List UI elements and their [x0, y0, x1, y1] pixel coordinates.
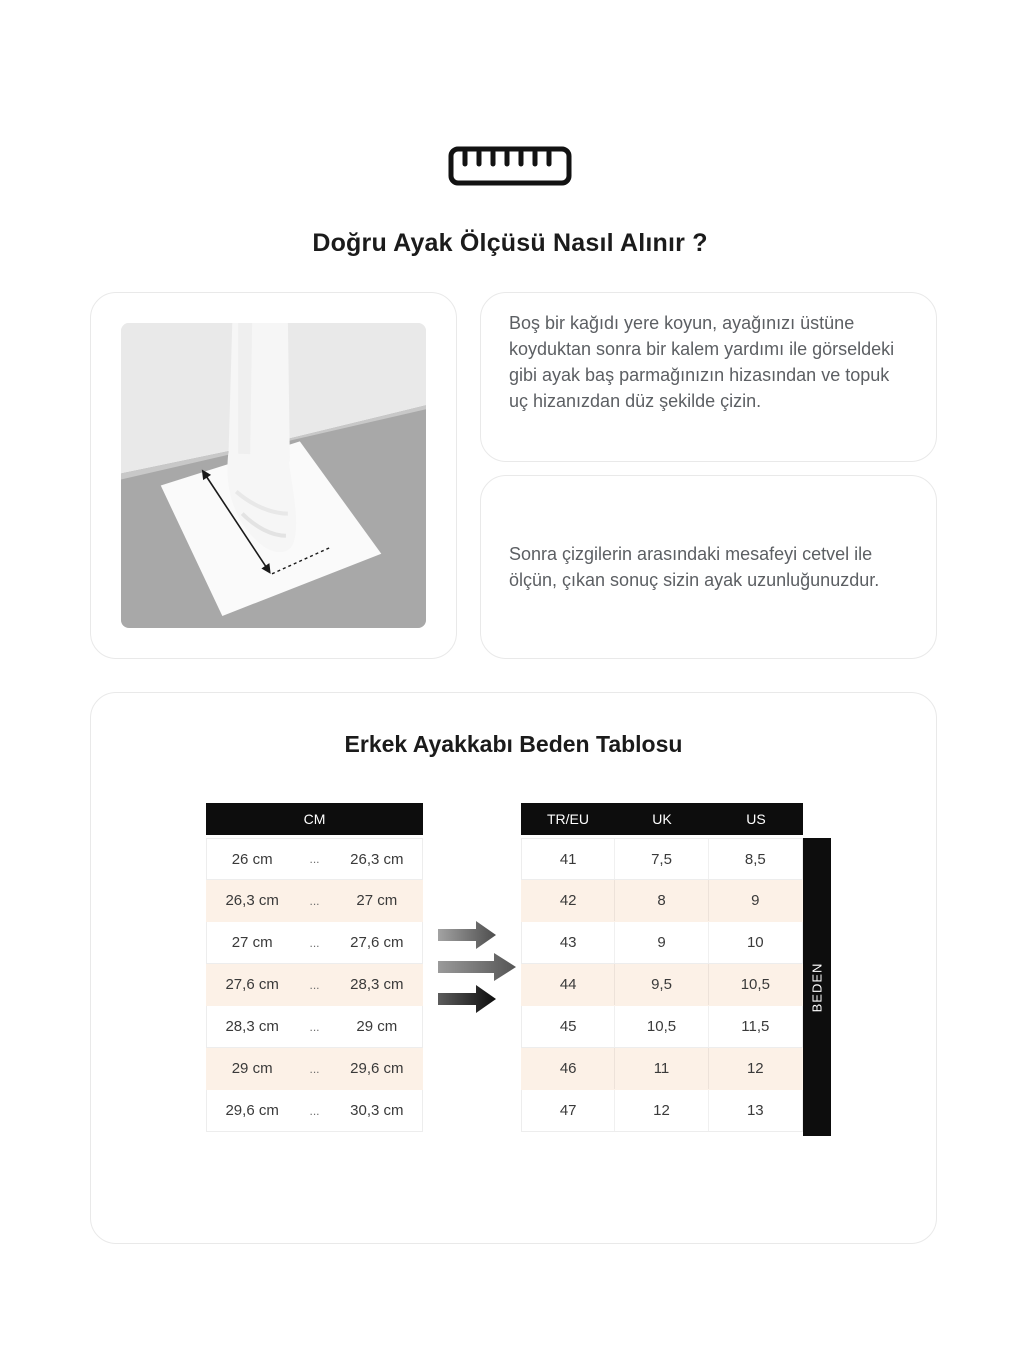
instruction-cards — [480, 292, 937, 659]
range-separator: ... — [309, 977, 320, 992]
range-separator: ... — [309, 1019, 320, 1034]
beden-side-label — [803, 838, 831, 1136]
ruler-icon-container — [0, 0, 1020, 191]
table-row — [206, 922, 423, 964]
size-tr-eu: 42 — [522, 880, 615, 921]
range-separator: ... — [309, 1103, 320, 1118]
table-row — [206, 964, 423, 1006]
table-row — [521, 964, 803, 1006]
size-us: 10 — [746, 934, 764, 951]
cm-range-to: 27 cm — [356, 892, 398, 909]
range-separator: ... — [309, 852, 320, 866]
table-row — [521, 1006, 803, 1048]
size-table-title: Erkek Ayakkabı Beden Tablosu — [344, 731, 683, 757]
cm-range-from: 26 cm — [231, 850, 273, 868]
size-us: 10,5 — [740, 976, 770, 993]
intl-table-rows — [521, 838, 803, 1132]
range-separator: ... — [309, 1061, 320, 1076]
cm-range-from: 29 cm — [231, 1060, 273, 1077]
table-row — [206, 1006, 423, 1048]
cm-range-to: 26,3 cm — [350, 850, 404, 868]
cm-table-rows — [206, 838, 423, 1132]
table-row — [521, 880, 803, 922]
size-us: 12 — [746, 1060, 764, 1077]
table-row — [521, 1090, 803, 1132]
conversion-arrows-icon — [438, 921, 516, 1013]
size-uk: 9,5 — [615, 964, 708, 1005]
range-separator: ... — [309, 893, 320, 908]
instruction-card-2 — [480, 475, 937, 659]
cm-range-to: 28,3 cm — [350, 976, 404, 993]
instructions-section — [90, 292, 937, 659]
cm-range-to: 27,6 cm — [350, 934, 404, 951]
table-row — [206, 838, 423, 880]
cm-range-to: 30,3 cm — [350, 1102, 404, 1119]
header-uk: UK — [652, 811, 672, 827]
instruction-step-2: Sonra çizgilerin arasındaki mesafeyi cetvel ile ölçün, çıkan sonuç sizin ayak uzunluğunuzdur. — [509, 544, 880, 590]
table-row — [521, 838, 803, 880]
size-uk: 10,5 — [615, 1006, 708, 1047]
cm-range-to: 29 cm — [356, 1018, 398, 1035]
size-tr-eu: 41 — [522, 839, 615, 879]
cm-table — [206, 803, 423, 1132]
size-uk: 9 — [615, 922, 708, 963]
range-separator: ... — [309, 935, 320, 950]
size-us: 13 — [746, 1102, 764, 1119]
cm-range-from: 28,3 cm — [225, 1018, 279, 1035]
size-uk: 12 — [615, 1090, 708, 1131]
table-row — [206, 1048, 423, 1090]
size-tr-eu: 46 — [522, 1048, 615, 1089]
header-us: US — [746, 811, 766, 827]
size-us: 9 — [751, 892, 760, 909]
beden-label-text: BEDEN — [809, 962, 825, 1012]
instruction-step-1: Boş bir kağıdı yere koyun, ayağınızı üstüne koyduktan sonra bir kalem yardımı ile görseldeki gibi ayak baş parmağınızın hizasından ve topuk uç hizanızdan düz şekilde çizin. — [509, 313, 895, 411]
table-row — [521, 922, 803, 964]
foot-measure-photo — [121, 323, 426, 628]
size-table-card — [90, 692, 937, 1244]
table-row — [206, 1090, 423, 1132]
instruction-card-1 — [480, 292, 937, 462]
cm-range-to: 29,6 cm — [350, 1060, 404, 1077]
cm-range-from: 27,6 cm — [225, 976, 279, 993]
foot-measure-photo-card — [90, 292, 457, 659]
table-row — [521, 1048, 803, 1090]
table-row — [206, 880, 423, 922]
cm-range-from: 27 cm — [231, 934, 273, 951]
cm-range-from: 29,6 cm — [225, 1102, 279, 1119]
size-us: 11,5 — [741, 1018, 770, 1035]
size-us: 8,5 — [744, 850, 766, 868]
size-uk: 11 — [615, 1048, 708, 1089]
size-tr-eu: 44 — [522, 964, 615, 1005]
size-tr-eu: 43 — [522, 922, 615, 963]
ruler-icon — [448, 173, 572, 190]
header-tr-eu: TR/EU — [546, 811, 589, 827]
intl-size-table-wrap — [521, 803, 831, 1136]
cm-header-label: CM — [303, 811, 326, 827]
intl-table-header — [521, 803, 803, 835]
size-uk: 8 — [615, 880, 708, 921]
size-tr-eu: 47 — [522, 1090, 615, 1131]
size-tr-eu: 45 — [522, 1006, 615, 1047]
intl-size-table — [521, 803, 803, 1132]
cm-table-header — [206, 803, 423, 835]
size-uk: 7,5 — [615, 839, 708, 879]
page-title: Doğru Ayak Ölçüsü Nasıl Alınır ? — [312, 229, 708, 257]
cm-range-from: 26,3 cm — [225, 892, 279, 909]
